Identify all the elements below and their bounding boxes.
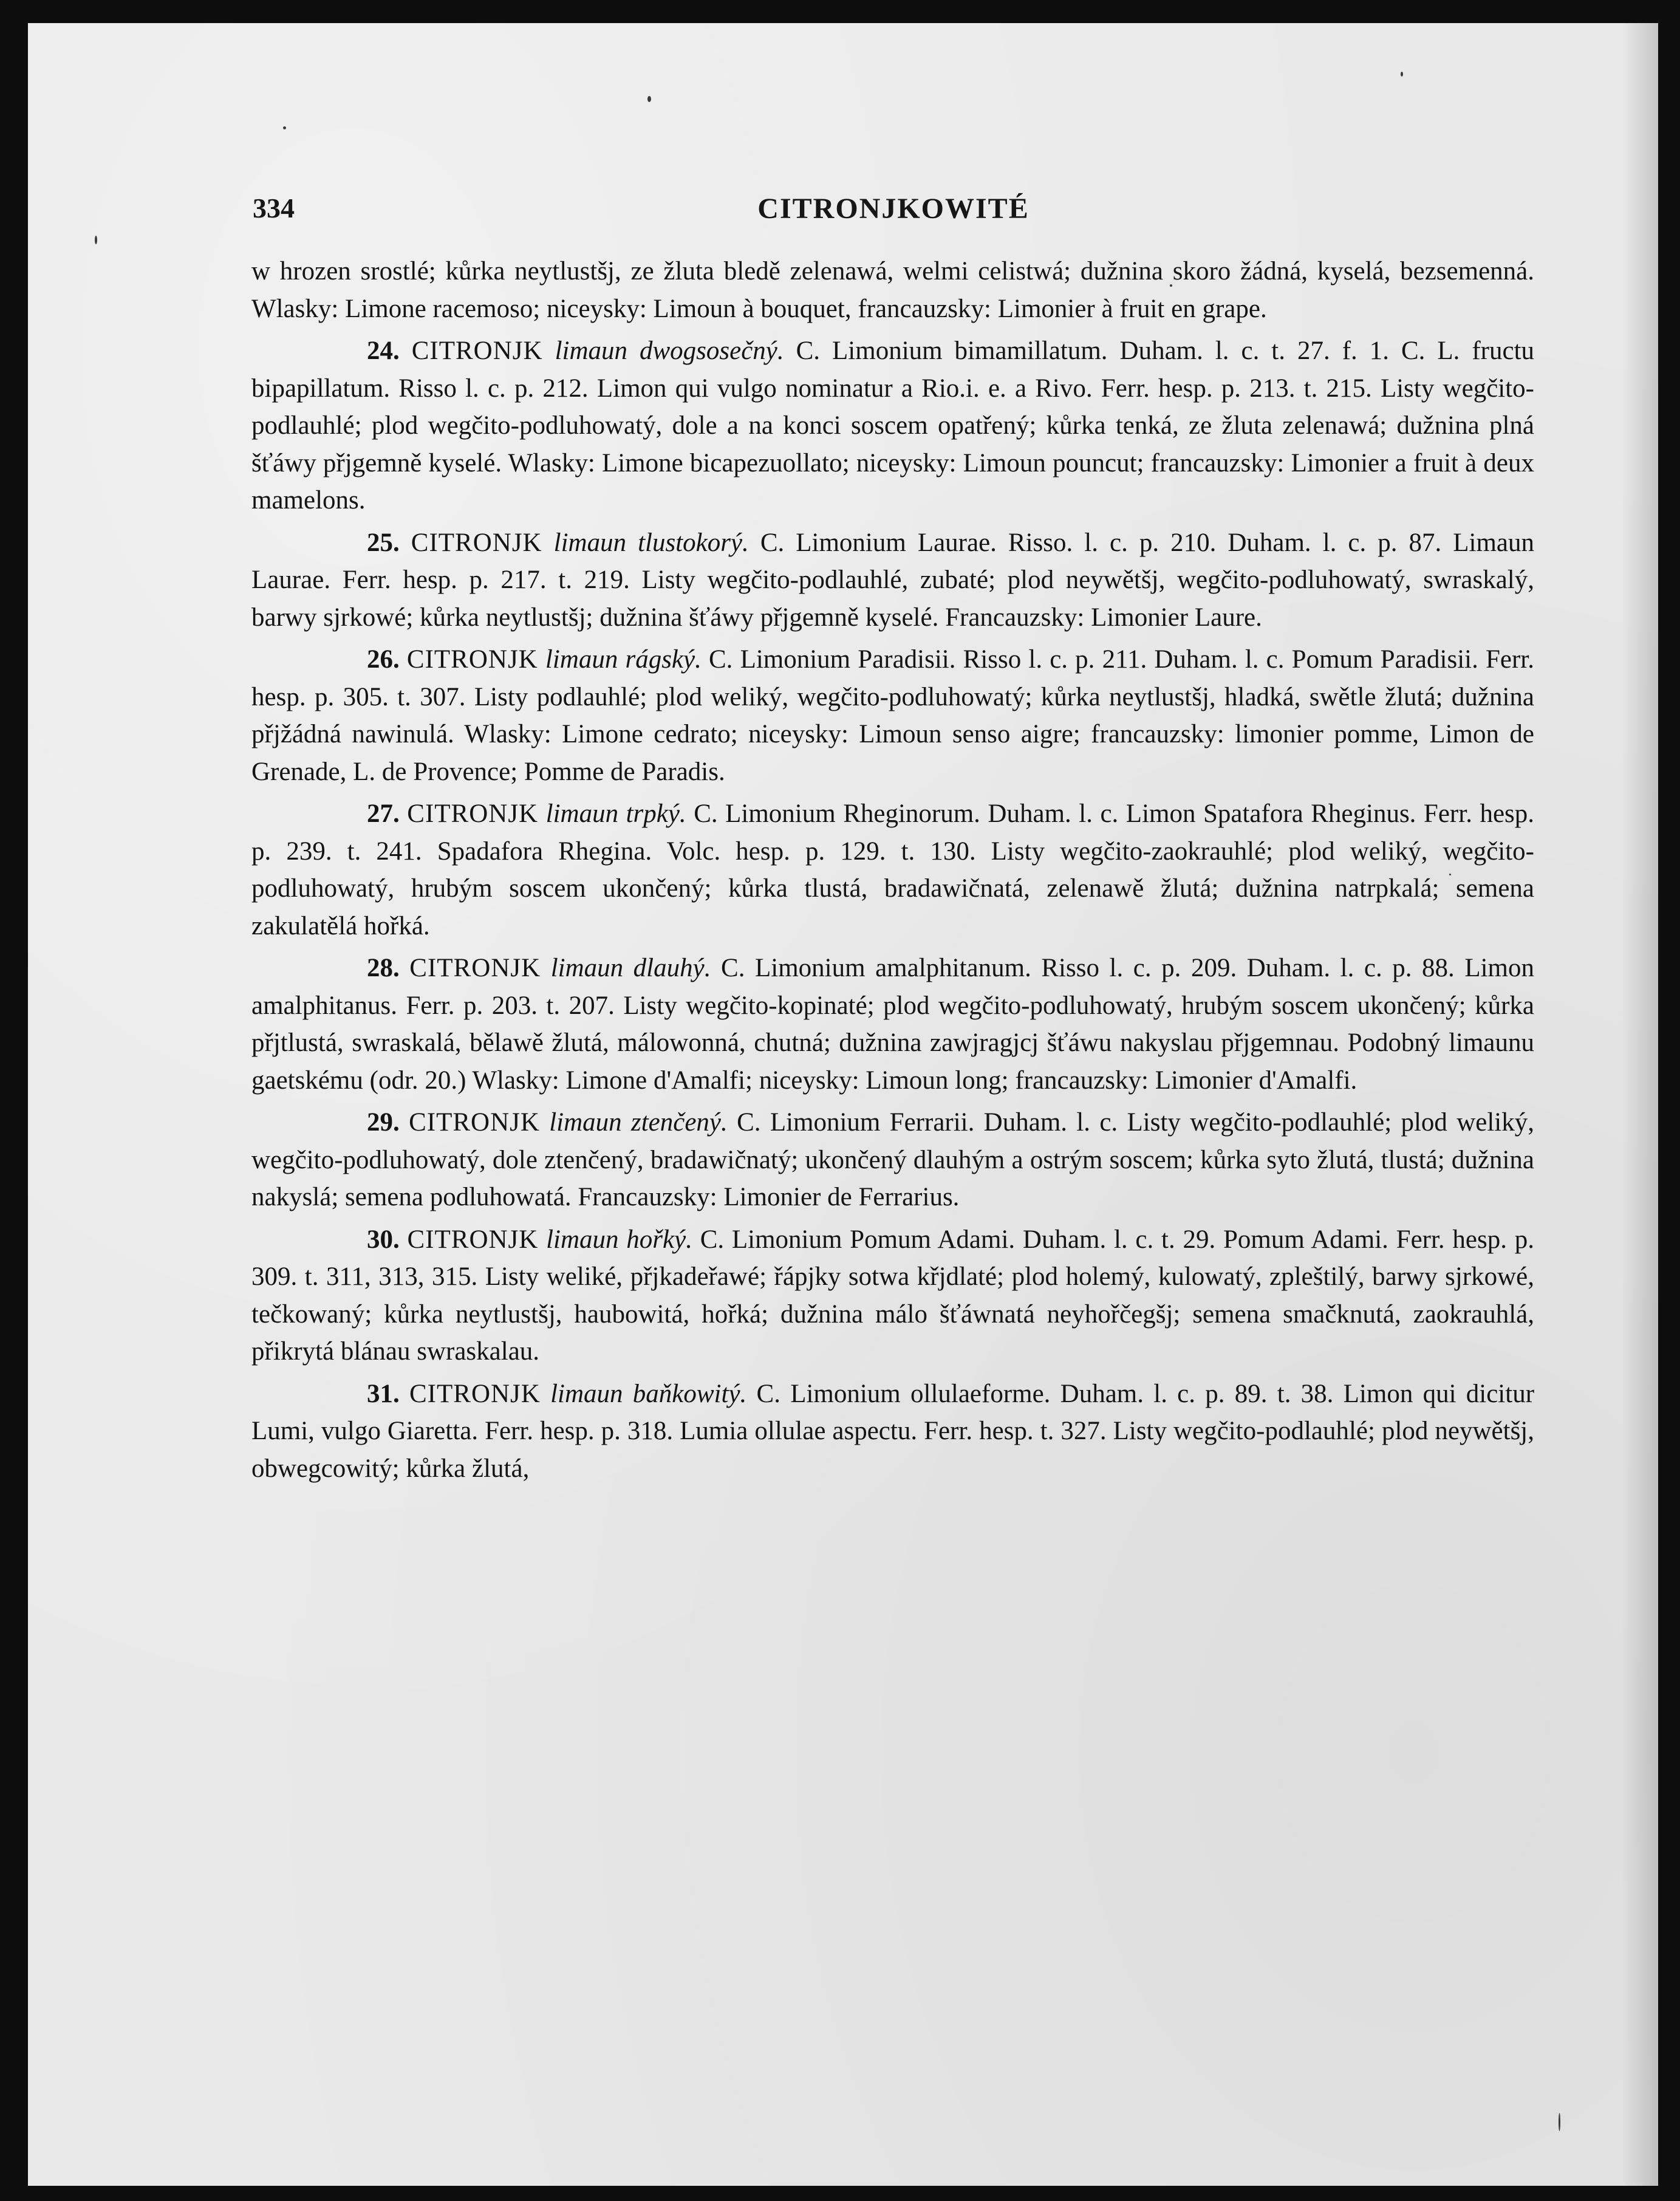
entry-30	[251, 1221, 1534, 1371]
entry-species: limaun dlauhý.	[550, 954, 711, 982]
entry-text: C. Limonium Rheginorum. Duham. l. c. Limon Spatafora Rheginus. Ferr. hesp. p. 239. t. 241. Spadafora Rhegina. Volc. hesp. p. 129. t. 130. Listy wegčito-zaokrauhlé; plod weliký, wegčito-podluhowatý, hrubým soscem ukončený; kůrka tlustá, bradawičnatá, zelenawě žlutá; dužnina natrpkalá; semena zakulatělá hořká.	[251, 799, 1535, 940]
entry-species: limaun ztenčený.	[549, 1108, 728, 1137]
entry-species: limaun rágský.	[545, 645, 702, 674]
running-head	[253, 192, 1534, 228]
entry-species: limaun trpký.	[545, 799, 686, 828]
entry-number: 30.	[367, 1225, 400, 1254]
entry-genus: CITRONJK	[407, 799, 539, 828]
entry-text: C. Limonium ollulaeforme. Duham. l. c. p. 89. t. 38. Limon qui dicitur Lumi, vulgo Giaretta. Ferr. hesp. p. 318. Lumia ollulae aspectu. Ferr. hesp. t. 327. Listy wegčito-podlauhlé; plod neywětšj, obwegcowitý; kůrka žlutá,	[251, 1379, 1535, 1483]
body-text	[251, 253, 1534, 1492]
paragraph-continuation	[251, 253, 1534, 327]
entry-number: 26.	[367, 645, 400, 674]
paragraph-text: w hrozen srostlé; kůrka neytlustšj, ze žluta bledě zelenawá, welmi celistwá; dužnina skoro žádná, kyselá, bezsemenná. Wlasky: Limone racemoso; niceysky: Limoun à bouquet, francauzsky: Limonier à fruit en grape.	[251, 257, 1534, 323]
entry-27	[251, 795, 1534, 945]
entry-number: 27.	[367, 799, 400, 828]
entry-species: limaun baňkowitý.	[550, 1379, 747, 1408]
entry-number: 28.	[367, 954, 400, 982]
entry-genus: CITRONJK	[406, 645, 538, 674]
entry-25	[251, 524, 1534, 637]
entry-species: limaun dwogsosečný.	[555, 337, 784, 365]
entry-genus: CITRONJK	[411, 337, 543, 365]
entry-text: C. Limonium Laurae. Risso. l. c. p. 210. Duham. l. c. p. 87. Limaun Laurae. Ferr. hesp. p. 217. t. 219. Listy wegčito-podlauhlé, zubaté; plod neywětšj, wegčito-podluhowatý, swraskalý, barwy sjrkowé; kůrka neytlustšj; dužnina šťáwy přjgemně kyselé. Francauzsky: Limonier Laure.	[251, 528, 1535, 632]
entry-text: C. Limonium Ferrarii. Duham. l. c. Listy wegčito-podlauhlé; plod weliký, wegčito-podluhowatý, dole ztenčený, bradawičnatý; ukončený dlauhým a ostrým soscem; kůrka syto žlutá, tlustá; dužnina nakyslá; semena podluhowatá. Francauzsky: Limonier de Ferrarius.	[251, 1108, 1534, 1211]
entry-genus: CITRONJK	[411, 528, 542, 557]
entry-genus: CITRONJK	[409, 1108, 540, 1137]
entry-number: 29.	[367, 1108, 400, 1137]
entry-species: limaun hořký.	[546, 1225, 692, 1254]
entry-genus: CITRONJK	[409, 1379, 541, 1408]
entry-species: limaun tlustokorý.	[553, 528, 749, 557]
page-number: 334	[253, 193, 295, 224]
entry-genus: CITRONJK	[407, 1225, 539, 1254]
entry-genus: CITRONJK	[409, 954, 541, 982]
entry-text: C. Limonium amalphitanum. Risso l. c. p. 209. Duham. l. c. p. 88. Limon amalphitanus. Ferr. p. 203. t. 207. Listy wegčito-kopinaté; plod wegčito-podluhowatý, hrubým soscem ukončený; kůrka přjtlustá, swraskalá, bělawě žlutá, málowonná, chutná; dužnina zawjragjcj šťáwu nakyslau přjgemnau. Podobný limaunu gaetskému (odr. 20.) Wlasky: Limone d'Amalfi; niceysky: Limoun long; francauzsky: Limonier d'Amalfi.	[251, 954, 1534, 1095]
scan-speck	[647, 96, 651, 102]
scan-speck	[1401, 72, 1403, 77]
entry-text: C. Limonium Pomum Adami. Duham. l. c. t. 29. Pomum Adami. Ferr. hesp. p. 309. t. 311, 313, 315. Listy weliké, přjkadeřawé; řápjky sotwa křjdlaté; plod holemý, kulowatý, zpleštilý, barwy sjrkowé, tečkowaný; kůrka neytlustšj, haubowitá, hořká; dužnina málo šťáwnatá neyhořčegšj; semena smačknutá, zaokrauhlá, přikrytá blánau swraskalau.	[251, 1225, 1534, 1366]
entry-text: C. Limonium Paradisii. Risso l. c. p. 211. Duham. l. c. Pomum Paradisii. Ferr. hesp. p. 305. t. 307. Listy podlauhlé; plod weliký, wegčito-podluhowatý; kůrka neytlustšj, hladká, swětle žlutá; dužnina přjžádná nawinulá. Wlasky: Limone cedrato; niceysky: Limoun senso aigre; francauzsky: limonier pomme, Limon de Grenade, L. de Provence; Pomme de Paradis.	[251, 645, 1534, 786]
entry-number: 24.	[367, 337, 400, 365]
entry-26	[251, 641, 1534, 790]
entry-28	[251, 950, 1534, 1099]
scan-speck	[283, 126, 286, 129]
entry-number: 31.	[367, 1379, 400, 1408]
entry-31	[251, 1375, 1534, 1488]
entry-text: C. Limonium bimamillatum. Duham. l. c. t. 27. f. 1. C. L. fructu bipapillatum. Risso l. c. p. 212. Limon qui vulgo nominatur a Rio.i. e. a Rivo. Ferr. hesp. p. 213. t. 215. Listy wegčito-podlauhlé; plod wegčito-podluhowatý, dole a na konci soscem opatřený; kůrka tenká, ze žluta zelenawá; dužnina plná šťáwy přjgemně kyselé. Wlasky: Limone bicapezuollato; niceysky: Limoun pouncut; francauzsky: Limonier a fruit à deux mamelons.	[251, 337, 1535, 515]
entry-number: 25.	[367, 528, 400, 557]
scan-speck	[95, 236, 97, 244]
page-title: CITRONJKOWITÉ	[757, 193, 1030, 225]
scan-speck	[1559, 2113, 1560, 2131]
entry-29	[251, 1104, 1534, 1216]
book-page	[28, 23, 1658, 2186]
entry-24	[251, 332, 1534, 519]
